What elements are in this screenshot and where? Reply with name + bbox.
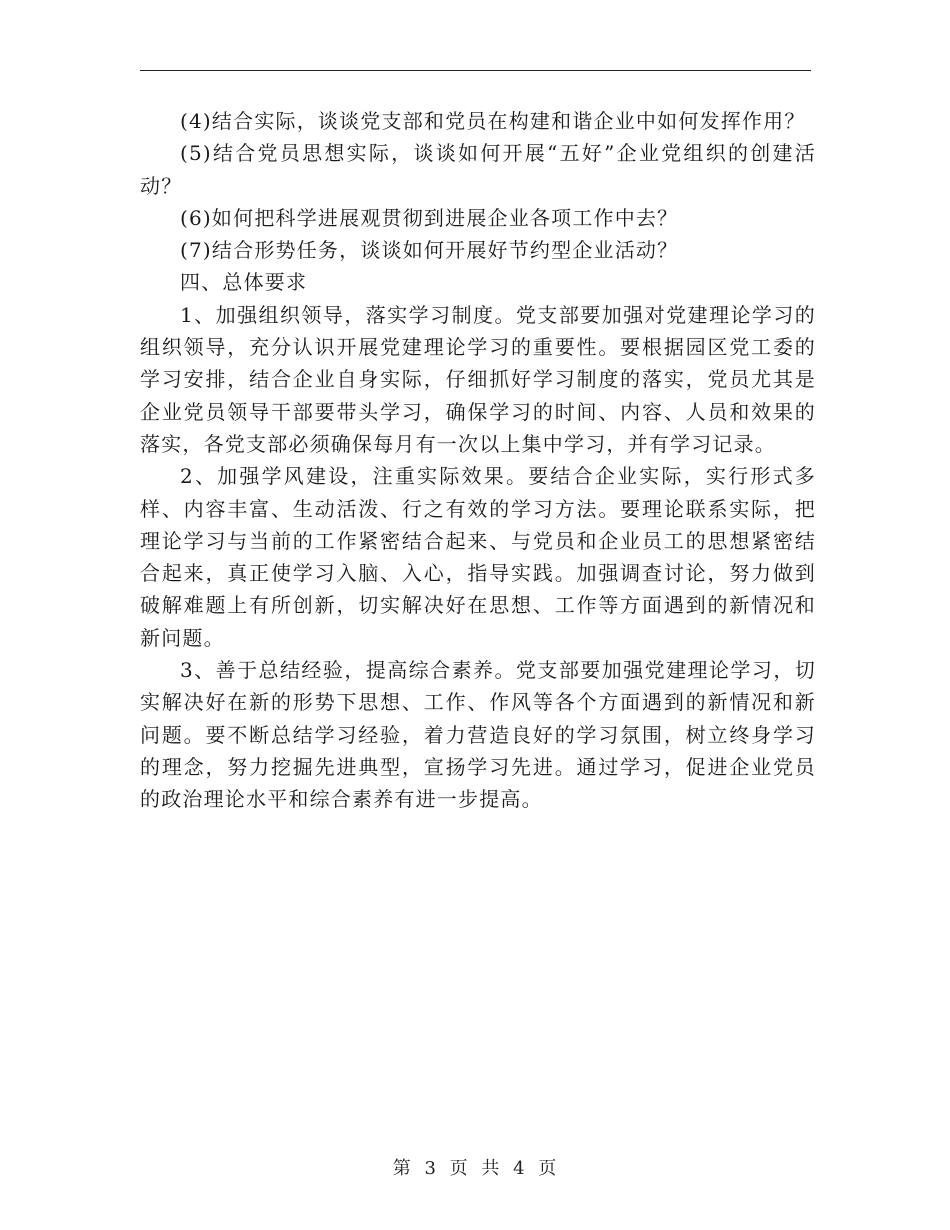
header-rule (140, 70, 811, 71)
requirement-1: 1、加强组织领导，落实学习制度。党支部要加强对党建理论学习的组织领导，充分认识开展党建理论学习的重要性。要根据园区党工委的学习安排，结合企业自身实际，仔细抓好学习制度的落实，党员尤其是企业党员领导干部要带头学习，确保学习的时间、内容、人员和效果的落实，各党支部必须确保每月有一次以上集中学习，并有学习记录。 (140, 302, 816, 456)
document-body (140, 105, 816, 816)
question-7: (7)结合形势任务，谈谈如何开展好节约型企业活动？ (180, 238, 679, 263)
requirement-3: 3、善于总结经验，提高综合素养。党支部要加强党建理论学习，切实解决好在新的形势下思想、工作、作风等各个方面遇到的新情况和新问题。要不断总结学习经验，着力营造良好的学习氛围，树立终身学习的理念，努力挖掘先进典型，宣扬学习先进。通过学习，促进企业党员的政治理论水平和综合素养有进一步提高。 (140, 658, 816, 812)
footer-page-word: 页 (449, 1158, 469, 1179)
footer-total-pages: 4 (513, 1158, 526, 1179)
section-heading: 四、总体要求 (180, 270, 308, 295)
footer-total-word: 共 (481, 1158, 501, 1179)
footer-suffix: 页 (538, 1158, 558, 1179)
question-6: (6)如何把科学进展观贯彻到进展企业各项工作中去？ (180, 205, 679, 230)
page-footer (0, 1154, 950, 1180)
question-4: (4)结合实际，谈谈党支部和党员在构建和谐企业中如何发挥作用？ (180, 109, 806, 133)
requirement-2: 2、加强学风建设，注重实际效果。要结合企业实际，实行形式多样、内容丰富、生动活泼、行之有效的学习方法。要理论联系实际，把理论学习与当前的工作紧密结合起来、与党员和企业员工的思想紧密结合起来，真正使学习入脑、入心，指导实践。加强调查讨论，努力做到破解难题上有所创新，切实解决好在思想、工作等方面遇到的新情况和新问题。 (140, 464, 816, 650)
footer-prefix: 第 (392, 1158, 412, 1179)
question-5: (5)结合党员思想实际，谈谈如何开展“五好”企业党组织的创建活动？ (140, 141, 816, 198)
footer-current-page: 3 (424, 1158, 437, 1179)
